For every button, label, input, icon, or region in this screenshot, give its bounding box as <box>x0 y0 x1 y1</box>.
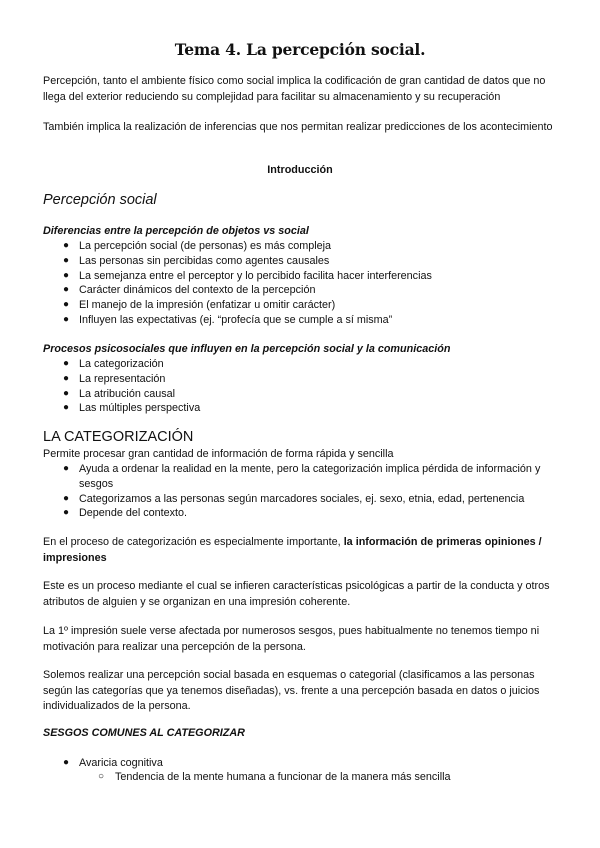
list-item: ● Las personas sin percibidas como agentes causales <box>63 254 330 267</box>
bullet-icon: ● <box>63 358 70 369</box>
list-item: ● Las múltiples perspectiva <box>63 402 201 415</box>
list-item: ● Influyen las expectativas (ej. “profecía que se cumple a sí misma” <box>63 313 393 326</box>
list-item: ● La percepción social (de personas) es más compleja <box>63 240 332 252</box>
differences-heading: Diferencias entre la percepción de objetos vs social <box>43 225 309 237</box>
bullet-icon: ● <box>63 284 70 296</box>
circle-bullet-icon: ○ <box>98 771 105 782</box>
list-item: ● La representación <box>63 372 166 385</box>
schemas-paragraph: Solemos realizar una percepción social basada en esquemas o categorial (clasificamos a las personas según las categorías que ya tenemos diseñadas), vs. frente a una percepción basada en datos o juicios individualizados de la persona. <box>43 669 540 712</box>
intro-paragraph-2: También implica la realización de inferencias que nos permitan realizar predicciones de los acontecimiento <box>43 121 553 133</box>
first-impressions-emphasis: la información de primeras opiniones / impresiones <box>43 536 542 564</box>
list-item: ● Depende del contexto. <box>63 507 188 520</box>
bullet-icon: ● <box>63 463 70 474</box>
bullet-icon: ● <box>63 492 70 504</box>
section-title-percepcion-social: Percepción social <box>43 192 157 208</box>
list-item: ● La categorización <box>63 358 164 370</box>
bullet-icon: ● <box>63 507 70 519</box>
list-item: ● Carácter dinámicos del contexto de la percepción <box>63 284 316 297</box>
intro-heading: Introducción <box>267 164 333 176</box>
list-item: ● El manejo de la impresión (enfatizar u omitir carácter) <box>63 299 336 312</box>
bullet-icon: ● <box>63 254 70 266</box>
first-impression-paragraph: La 1º impresión suele verse afectada por numerosos sesgos, pues habitualmente no tenemos tiempo ni motivación para realizar una percepción de la persona. <box>43 625 540 653</box>
section-title-categorizacion: LA CATEGORIZACIÓN <box>43 429 194 445</box>
list-item: ● Ayuda a ordenar la realidad en la mente, pero la categorización implica pérdida de información y sesgos <box>63 463 541 490</box>
intro-paragraph-1: Percepción, tanto el ambiente físico como social implica la codificación de gran cantidad de datos que no llega del exterior reduciendo su complejidad para facilitar su almacenamiento y su recuperación <box>43 75 546 103</box>
list-item: ○ Tendencia de la mente humana a funcionar de la manera más sencilla <box>98 771 451 783</box>
bullet-icon: ● <box>63 372 70 384</box>
inference-paragraph: Este es un proceso mediante el cual se infieren características psicológicas a partir de la conducta y otros atributos de alguien y se organizan en una impresión coherente. <box>43 580 550 608</box>
bullet-icon: ● <box>63 757 70 768</box>
biases-list <box>62 756 562 771</box>
biases-heading: SESGOS COMUNES AL CATEGORIZAR <box>43 727 245 739</box>
bullet-icon: ● <box>63 313 70 325</box>
bullet-icon: ● <box>63 299 70 311</box>
biases-sublist <box>98 770 568 785</box>
list-item: ● La semejanza entre el perceptor y lo percibido facilita hacer interferencias <box>63 269 432 282</box>
bullet-icon: ● <box>63 240 70 251</box>
list-item: ● Categorizamos a las personas según marcadores sociales, ej. sexo, etnia, edad, pertenencia <box>63 492 525 505</box>
document-title: Tema 4. La percepción social. <box>174 40 426 59</box>
categorization-list <box>62 462 562 521</box>
categorization-intro: Permite procesar gran cantidad de información de forma rápida y sencilla <box>43 448 394 460</box>
bullet-icon: ● <box>63 269 70 281</box>
process-paragraph: En el proceso de categorización es especialmente importante, la información de primeras opiniones / impresiones <box>43 536 542 564</box>
list-item: ● Avaricia cognitiva <box>63 757 163 769</box>
processes-heading: Procesos psicosociales que influyen en la percepción social y la comunicación <box>43 343 451 355</box>
processes-list <box>62 357 562 416</box>
differences-list <box>62 239 562 328</box>
list-item: ● La atribución causal <box>63 387 176 400</box>
bullet-icon: ● <box>63 402 70 414</box>
bullet-icon: ● <box>63 387 70 399</box>
